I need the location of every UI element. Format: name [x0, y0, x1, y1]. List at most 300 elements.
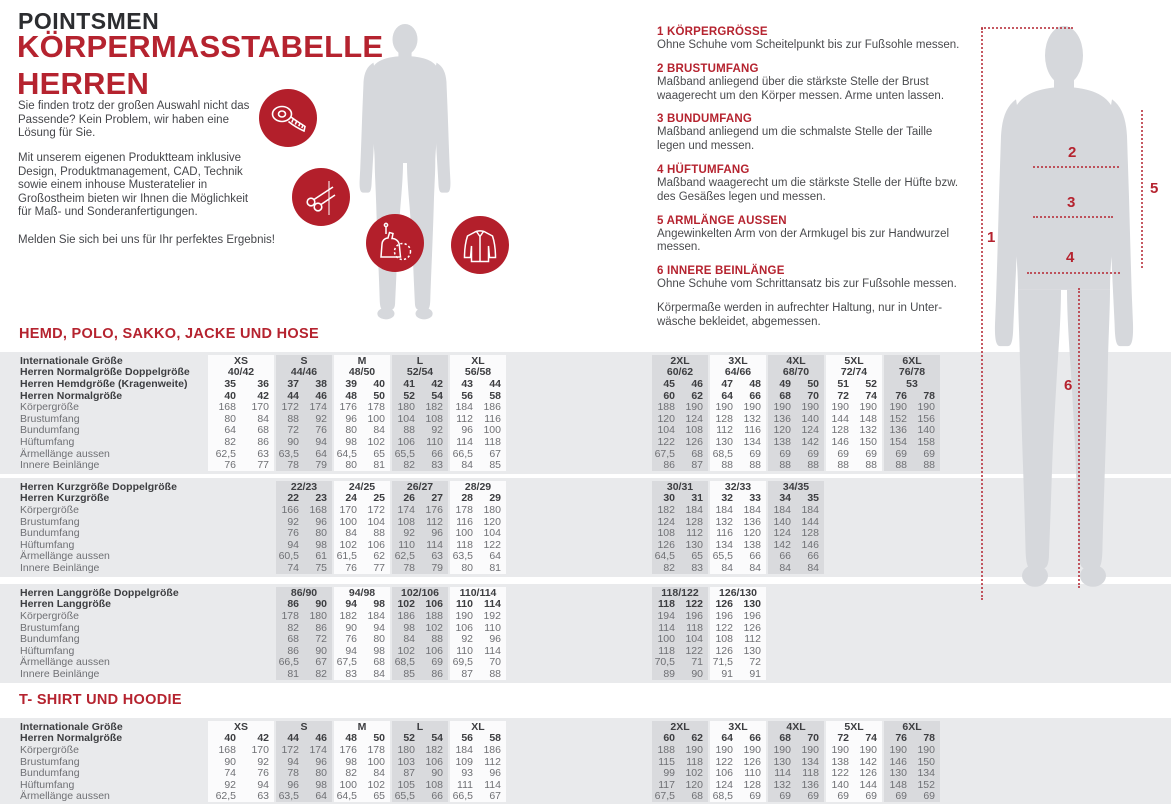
size-cell: 100 102 — [334, 779, 390, 791]
column-gap — [506, 539, 652, 551]
table-row — [0, 779, 1171, 791]
size-cell: 48 50 — [334, 390, 390, 402]
size-cell: 94 98 — [334, 599, 390, 611]
size-cell: 60/62 — [652, 367, 708, 379]
size-cell — [208, 504, 274, 516]
male-silhouette-center — [355, 24, 455, 320]
size-cell: 24 25 — [334, 493, 390, 505]
size-cell: 136 140 — [884, 425, 940, 437]
size-cell — [884, 493, 940, 505]
column-gap — [506, 367, 652, 379]
size-cell: 190 190 — [826, 401, 882, 413]
row-label: Körpergröße — [20, 743, 79, 756]
instruction-beinlaenge — [657, 265, 962, 292]
size-cell: 74 75 — [276, 562, 332, 574]
size-cell: 2XL — [652, 721, 708, 733]
column-gap — [506, 425, 652, 437]
size-cell: 69 69 — [826, 791, 882, 803]
size-cell: 86 90 — [276, 645, 332, 657]
instruction-title: 4 HÜFTUMFANG — [657, 163, 750, 176]
size-cell: 72 76 — [276, 425, 332, 437]
column-gap — [506, 587, 652, 599]
instruction-text: Maßband waagerecht um die stärkste Stelle der Hüfte bzw. des Gesäßes legen und messen. — [657, 176, 959, 203]
column-spacer — [940, 622, 1171, 634]
size-cell: 109 112 — [450, 756, 506, 768]
size-cell: 82 84 — [334, 767, 390, 779]
column-spacer — [940, 645, 1171, 657]
size-cell: 22 23 — [276, 493, 332, 505]
size-cell — [208, 587, 274, 599]
size-cell: 78 79 — [276, 459, 332, 471]
size-cell: 64,5 65 — [652, 551, 708, 563]
column-gap — [506, 378, 652, 390]
size-cell: 106 110 — [392, 436, 448, 448]
size-table-langgroesse — [0, 584, 1171, 683]
row-label: Bundumfang — [20, 633, 80, 646]
size-cell: 64 68 — [208, 425, 274, 437]
size-cell: 182 184 — [334, 610, 390, 622]
size-cell: 99 102 — [652, 767, 708, 779]
instructions-note: Körpermaße werden in aufrechter Haltung, nur in Unterwäsche bekleidet, abgemessen. — [657, 301, 943, 328]
row-label: Herren Kurzgröße Doppelgröße — [20, 480, 177, 493]
size-cell: 122 126 — [826, 767, 882, 779]
size-cell — [826, 633, 882, 645]
size-cell — [884, 622, 940, 634]
row-label: Internationale Größe — [20, 720, 123, 733]
size-cell: 5XL — [826, 721, 882, 733]
size-cell: 124 128 — [652, 516, 708, 528]
size-cell: 53 — [884, 378, 940, 390]
row-label: Bundumfang — [20, 527, 80, 540]
size-cell: 90 92 — [208, 756, 274, 768]
size-cell — [826, 551, 882, 563]
size-cell: L — [392, 721, 448, 733]
size-cell: 136 140 — [768, 413, 824, 425]
table-row — [0, 645, 1171, 657]
size-cell — [826, 587, 882, 599]
size-cell: 72 74 — [826, 390, 882, 402]
instruction-title: 2 BRUSTUMFANG — [657, 62, 759, 75]
size-cell: 69 69 — [884, 791, 940, 803]
size-cell: 64,5 65 — [334, 448, 390, 460]
size-cell: 178 180 — [450, 504, 506, 516]
size-cell: 68,5 69 — [710, 791, 766, 803]
sewing-pattern-badge — [366, 214, 424, 272]
size-cell: 120 124 — [768, 425, 824, 437]
table-row — [0, 721, 1171, 733]
instruction-text: Maßband anliegend um die schmalste Stelle der Taille legen und messen. — [657, 126, 933, 153]
size-cell: 45 46 — [652, 378, 708, 390]
row-label: Bundumfang — [20, 424, 80, 437]
column-spacer — [940, 610, 1171, 622]
size-cell: 190 190 — [710, 744, 766, 756]
size-cell: 172 174 — [276, 401, 332, 413]
size-cell: 111 114 — [450, 779, 506, 791]
size-cell: 124 128 — [768, 527, 824, 539]
size-cell: XS — [208, 721, 274, 733]
size-cell: 60,5 61 — [276, 551, 332, 563]
size-cell: 52 54 — [392, 390, 448, 402]
size-cell: 130 134 — [710, 436, 766, 448]
size-cell — [208, 539, 274, 551]
size-cell: 170 172 — [334, 504, 390, 516]
table-row — [0, 657, 1171, 669]
size-cell: 94 96 — [276, 756, 332, 768]
row-label: Herren Langgröße — [20, 598, 112, 611]
row-label: Hüftumfang — [20, 644, 75, 657]
row-label: Innere Beinlänge — [20, 667, 100, 680]
size-cell: 176 178 — [334, 744, 390, 756]
size-cell — [208, 622, 274, 634]
tape-measure-badge — [259, 89, 317, 147]
row-label: Ärmellänge aussen — [20, 550, 110, 563]
size-cell: 69 69 — [768, 448, 824, 460]
size-cell — [884, 516, 940, 528]
size-cell: 51 52 — [826, 378, 882, 390]
table-row — [0, 767, 1171, 779]
size-cell: 117 120 — [652, 779, 708, 791]
page-title-line1: KÖRPERMASSTABELLE — [17, 29, 384, 64]
size-cell: 47 48 — [710, 378, 766, 390]
size-cell: 2XL — [652, 355, 708, 367]
row-label: Ärmellänge aussen — [20, 790, 110, 803]
size-cell: 146 150 — [826, 436, 882, 448]
instruction-koerpergroesse — [657, 26, 962, 53]
size-cell — [208, 657, 274, 669]
size-cell: 40 42 — [208, 390, 274, 402]
size-cell: 184 184 — [768, 504, 824, 516]
size-cell: 96 100 — [334, 413, 390, 425]
size-cell: 190 190 — [710, 401, 766, 413]
size-cell: 61,5 62 — [334, 551, 390, 563]
size-cell — [884, 668, 940, 680]
size-cell: 34 35 — [768, 493, 824, 505]
instruction-bundumfang — [657, 113, 962, 154]
size-cell — [208, 633, 274, 645]
size-cell — [826, 516, 882, 528]
column-gap — [506, 633, 652, 645]
size-cell — [208, 610, 274, 622]
size-cell: 172 174 — [276, 744, 332, 756]
size-cell: 66,5 67 — [276, 657, 332, 669]
size-cell: 74 76 — [208, 767, 274, 779]
measure-marker-5: 5 — [1150, 180, 1159, 197]
size-cell: 88 92 — [392, 425, 448, 437]
size-cell — [208, 599, 274, 611]
size-cell: 66 66 — [768, 551, 824, 563]
size-cell: 104 108 — [652, 425, 708, 437]
size-cell: 76/78 — [884, 367, 940, 379]
size-cell: 49 50 — [768, 378, 824, 390]
instruction-brustumfang — [657, 63, 962, 104]
size-cell — [826, 504, 882, 516]
size-cell: 126/130 — [710, 587, 766, 599]
size-cell: 106 110 — [450, 622, 506, 634]
size-cell: 4XL — [768, 721, 824, 733]
size-cell — [768, 657, 824, 669]
size-cell: 100 104 — [652, 633, 708, 645]
size-cell: 40/42 — [208, 367, 274, 379]
measure-line-chest — [1033, 166, 1119, 168]
instruction-title: 5 ARMLÄNGE AUSSEN — [657, 214, 787, 227]
table-row — [0, 622, 1171, 634]
size-cell: 88 88 — [826, 459, 882, 471]
column-gap — [506, 413, 652, 425]
table-row — [0, 756, 1171, 768]
page-title — [17, 28, 383, 102]
column-gap — [506, 610, 652, 622]
size-cell — [884, 633, 940, 645]
size-cell: 83 84 — [334, 668, 390, 680]
row-label: Herren Normalgröße Doppelgröße — [20, 366, 190, 379]
size-cell: 118 122 — [652, 645, 708, 657]
measure-line-arm — [1141, 110, 1143, 268]
size-cell: 128 132 — [710, 413, 766, 425]
size-cell: 41 42 — [392, 378, 448, 390]
row-label: Herren Langgröße Doppelgröße — [20, 586, 179, 599]
column-gap — [506, 767, 652, 779]
table-row — [0, 744, 1171, 756]
size-cell: 39 40 — [334, 378, 390, 390]
size-cell: 88 88 — [884, 459, 940, 471]
size-cell: 80 84 — [208, 413, 274, 425]
size-cell: 72/74 — [826, 367, 882, 379]
size-cell: 110/114 — [450, 587, 506, 599]
size-cell: 98 102 — [392, 622, 448, 634]
instruction-armlaenge — [657, 215, 962, 256]
jacket-icon — [454, 219, 506, 271]
table-row — [0, 633, 1171, 645]
column-gap — [506, 791, 652, 803]
scissors-badge — [292, 168, 350, 226]
size-cell: 48 50 — [334, 733, 390, 745]
size-cell: 48/50 — [334, 367, 390, 379]
size-cell: 110 114 — [392, 539, 448, 551]
size-cell: 60 62 — [652, 733, 708, 745]
column-spacer — [940, 587, 1171, 599]
size-cell: 118/122 — [652, 587, 708, 599]
size-cell: 90 94 — [334, 622, 390, 634]
size-cell: 190 190 — [884, 744, 940, 756]
size-cell: 126 130 — [710, 599, 766, 611]
size-cell — [768, 599, 824, 611]
size-cell: 40 42 — [208, 733, 274, 745]
size-cell — [884, 645, 940, 657]
size-cell: 182 184 — [652, 504, 708, 516]
size-cell — [826, 622, 882, 634]
size-cell — [208, 551, 274, 563]
size-cell: 81 82 — [276, 668, 332, 680]
size-cell: 52/54 — [392, 367, 448, 379]
size-cell: 92 96 — [392, 527, 448, 539]
size-cell: 30/31 — [652, 481, 708, 493]
row-label: Brustumfang — [20, 515, 80, 528]
size-cell: 88 92 — [276, 413, 332, 425]
size-cell: 110 114 — [450, 645, 506, 657]
size-cell: 168 170 — [208, 401, 274, 413]
size-cell: 66,5 67 — [450, 791, 506, 803]
size-cell: M — [334, 721, 390, 733]
table-row — [0, 599, 1171, 611]
size-cell: 63,5 64 — [276, 791, 332, 803]
row-label: Bundumfang — [20, 767, 80, 780]
column-gap — [506, 551, 652, 563]
size-cell: 112 116 — [710, 425, 766, 437]
size-cell — [826, 539, 882, 551]
size-cell: 76 77 — [208, 459, 274, 471]
size-cell — [768, 587, 824, 599]
measure-line-inner-leg — [1078, 288, 1080, 588]
column-gap — [506, 459, 652, 471]
size-cell: 62,5 63 — [208, 791, 274, 803]
size-cell: 98 100 — [334, 756, 390, 768]
size-cell: 154 158 — [884, 436, 940, 448]
size-cell: 69 69 — [826, 448, 882, 460]
size-cell: 91 91 — [710, 668, 766, 680]
instruction-text: Maßband anliegend über die stärkste Stelle der Brust waagerecht um den Körper messen. Arme unten lassen. — [657, 75, 945, 102]
size-cell: 86 90 — [276, 599, 332, 611]
row-label: Brustumfang — [20, 621, 80, 634]
size-cell: 82 86 — [208, 436, 274, 448]
size-cell — [768, 610, 824, 622]
column-gap — [506, 355, 652, 367]
size-cell: 78 79 — [392, 562, 448, 574]
size-cell: 62,5 63 — [392, 551, 448, 563]
size-cell: 67,5 68 — [652, 791, 708, 803]
size-cell: 4XL — [768, 355, 824, 367]
size-cell: 116 120 — [710, 527, 766, 539]
size-cell: XS — [208, 355, 274, 367]
size-cell: 180 182 — [392, 744, 448, 756]
size-cell: 63,5 64 — [276, 448, 332, 460]
size-cell — [768, 668, 824, 680]
size-cell: 63,5 64 — [450, 551, 506, 563]
size-cell — [826, 610, 882, 622]
size-cell: 68 72 — [276, 633, 332, 645]
size-cell: 105 108 — [392, 779, 448, 791]
instruction-hueftumfang — [657, 164, 962, 205]
size-cell: 68,5 69 — [710, 448, 766, 460]
size-cell: 104 108 — [392, 413, 448, 425]
column-gap — [506, 562, 652, 574]
size-cell: 28/29 — [450, 481, 506, 493]
size-cell: 88 88 — [710, 459, 766, 471]
size-cell: 190 190 — [826, 744, 882, 756]
size-cell: 140 144 — [768, 516, 824, 528]
sewing-pattern-icon — [369, 217, 421, 269]
intro-paragraph-2: Mit unserem eigenen Produktteam inklusive Design, Produktmanagement, CAD, Technik sowie einem inhouse Musteratelier in Großostheim bieten wir Ihnen die Möglichkeit für Maß- und Sonderanfertigungen. — [18, 152, 249, 219]
column-spacer — [940, 721, 1171, 733]
instruction-title: 6 INNERE BEINLÄNGE — [657, 265, 785, 278]
measure-marker-2: 2 — [1068, 144, 1077, 161]
section-title-hemd-polo: HEMD, POLO, SAKKO, JACKE UND HOSE — [19, 326, 319, 342]
size-cell: 144 148 — [826, 413, 882, 425]
size-cell: 86 87 — [652, 459, 708, 471]
column-spacer — [940, 791, 1171, 803]
size-cell: 28 29 — [450, 493, 506, 505]
size-cell: 32/33 — [710, 481, 766, 493]
size-cell: 108 112 — [710, 633, 766, 645]
size-cell: 82 83 — [392, 459, 448, 471]
size-cell: 108 112 — [392, 516, 448, 528]
size-cell: 56/58 — [450, 367, 506, 379]
instruction-title: 3 BUNDUMFANG — [657, 113, 753, 126]
size-cell: 80 81 — [334, 459, 390, 471]
instruction-text: Ohne Schuhe vom Schrittansatz bis zur Fußsohle messen. — [657, 278, 957, 291]
male-silhouette-measured — [988, 26, 1140, 588]
size-cell: 65,5 66 — [392, 791, 448, 803]
row-label: Körpergröße — [20, 503, 79, 516]
row-label: Herren Hemdgröße (Kragenweite) — [20, 377, 188, 390]
size-cell: 87 88 — [450, 668, 506, 680]
size-cell — [826, 493, 882, 505]
size-cell: XL — [450, 721, 506, 733]
size-cell: 122 126 — [710, 622, 766, 634]
size-cell: S — [276, 355, 332, 367]
size-cell: 120 124 — [652, 413, 708, 425]
brand-logo: POINTSMEN — [18, 8, 160, 34]
size-cell: 94 98 — [334, 645, 390, 657]
size-cell: 134 138 — [710, 539, 766, 551]
size-cell: 90 94 — [276, 436, 332, 448]
size-cell: 132 136 — [710, 516, 766, 528]
size-cell: 93 96 — [450, 767, 506, 779]
size-cell: 26/27 — [392, 481, 448, 493]
column-spacer — [940, 633, 1171, 645]
size-cell: 180 182 — [392, 401, 448, 413]
size-cell: 102 106 — [334, 539, 390, 551]
column-gap — [506, 401, 652, 413]
instruction-text: Angewinkelten Arm von der Armkugel bis zur Handwurzel messen. — [657, 227, 950, 254]
size-cell: 82 83 — [652, 562, 708, 574]
size-cell: 85 86 — [392, 668, 448, 680]
column-spacer — [940, 767, 1171, 779]
column-gap — [506, 448, 652, 460]
size-cell: 92 96 — [450, 633, 506, 645]
column-gap — [506, 516, 652, 528]
size-cell: 186 188 — [392, 610, 448, 622]
measure-line-waist — [1033, 216, 1113, 218]
row-label: Ärmellänge aussen — [20, 447, 110, 460]
size-cell: M — [334, 355, 390, 367]
table-row — [0, 791, 1171, 803]
size-cell: 138 142 — [768, 436, 824, 448]
size-cell — [884, 610, 940, 622]
size-cell: 69 69 — [884, 448, 940, 460]
size-cell: 130 134 — [884, 767, 940, 779]
size-cell — [768, 622, 824, 634]
size-cell: 100 104 — [450, 527, 506, 539]
size-cell: 56 58 — [450, 390, 506, 402]
size-cell: 76 78 — [884, 733, 940, 745]
size-cell — [768, 633, 824, 645]
size-cell — [208, 493, 274, 505]
size-cell — [768, 645, 824, 657]
table-row — [0, 587, 1171, 599]
size-cell: 166 168 — [276, 504, 332, 516]
size-cell: 178 180 — [276, 610, 332, 622]
size-cell: 89 90 — [652, 668, 708, 680]
row-label: Hüftumfang — [20, 435, 75, 448]
size-cell: 26 27 — [392, 493, 448, 505]
measure-marker-1: 1 — [987, 229, 996, 246]
column-gap — [506, 779, 652, 791]
column-gap — [506, 390, 652, 402]
size-cell — [208, 481, 274, 493]
size-cell: 126 130 — [652, 539, 708, 551]
size-cell: 100 104 — [334, 516, 390, 528]
measure-line-head — [981, 27, 1073, 29]
